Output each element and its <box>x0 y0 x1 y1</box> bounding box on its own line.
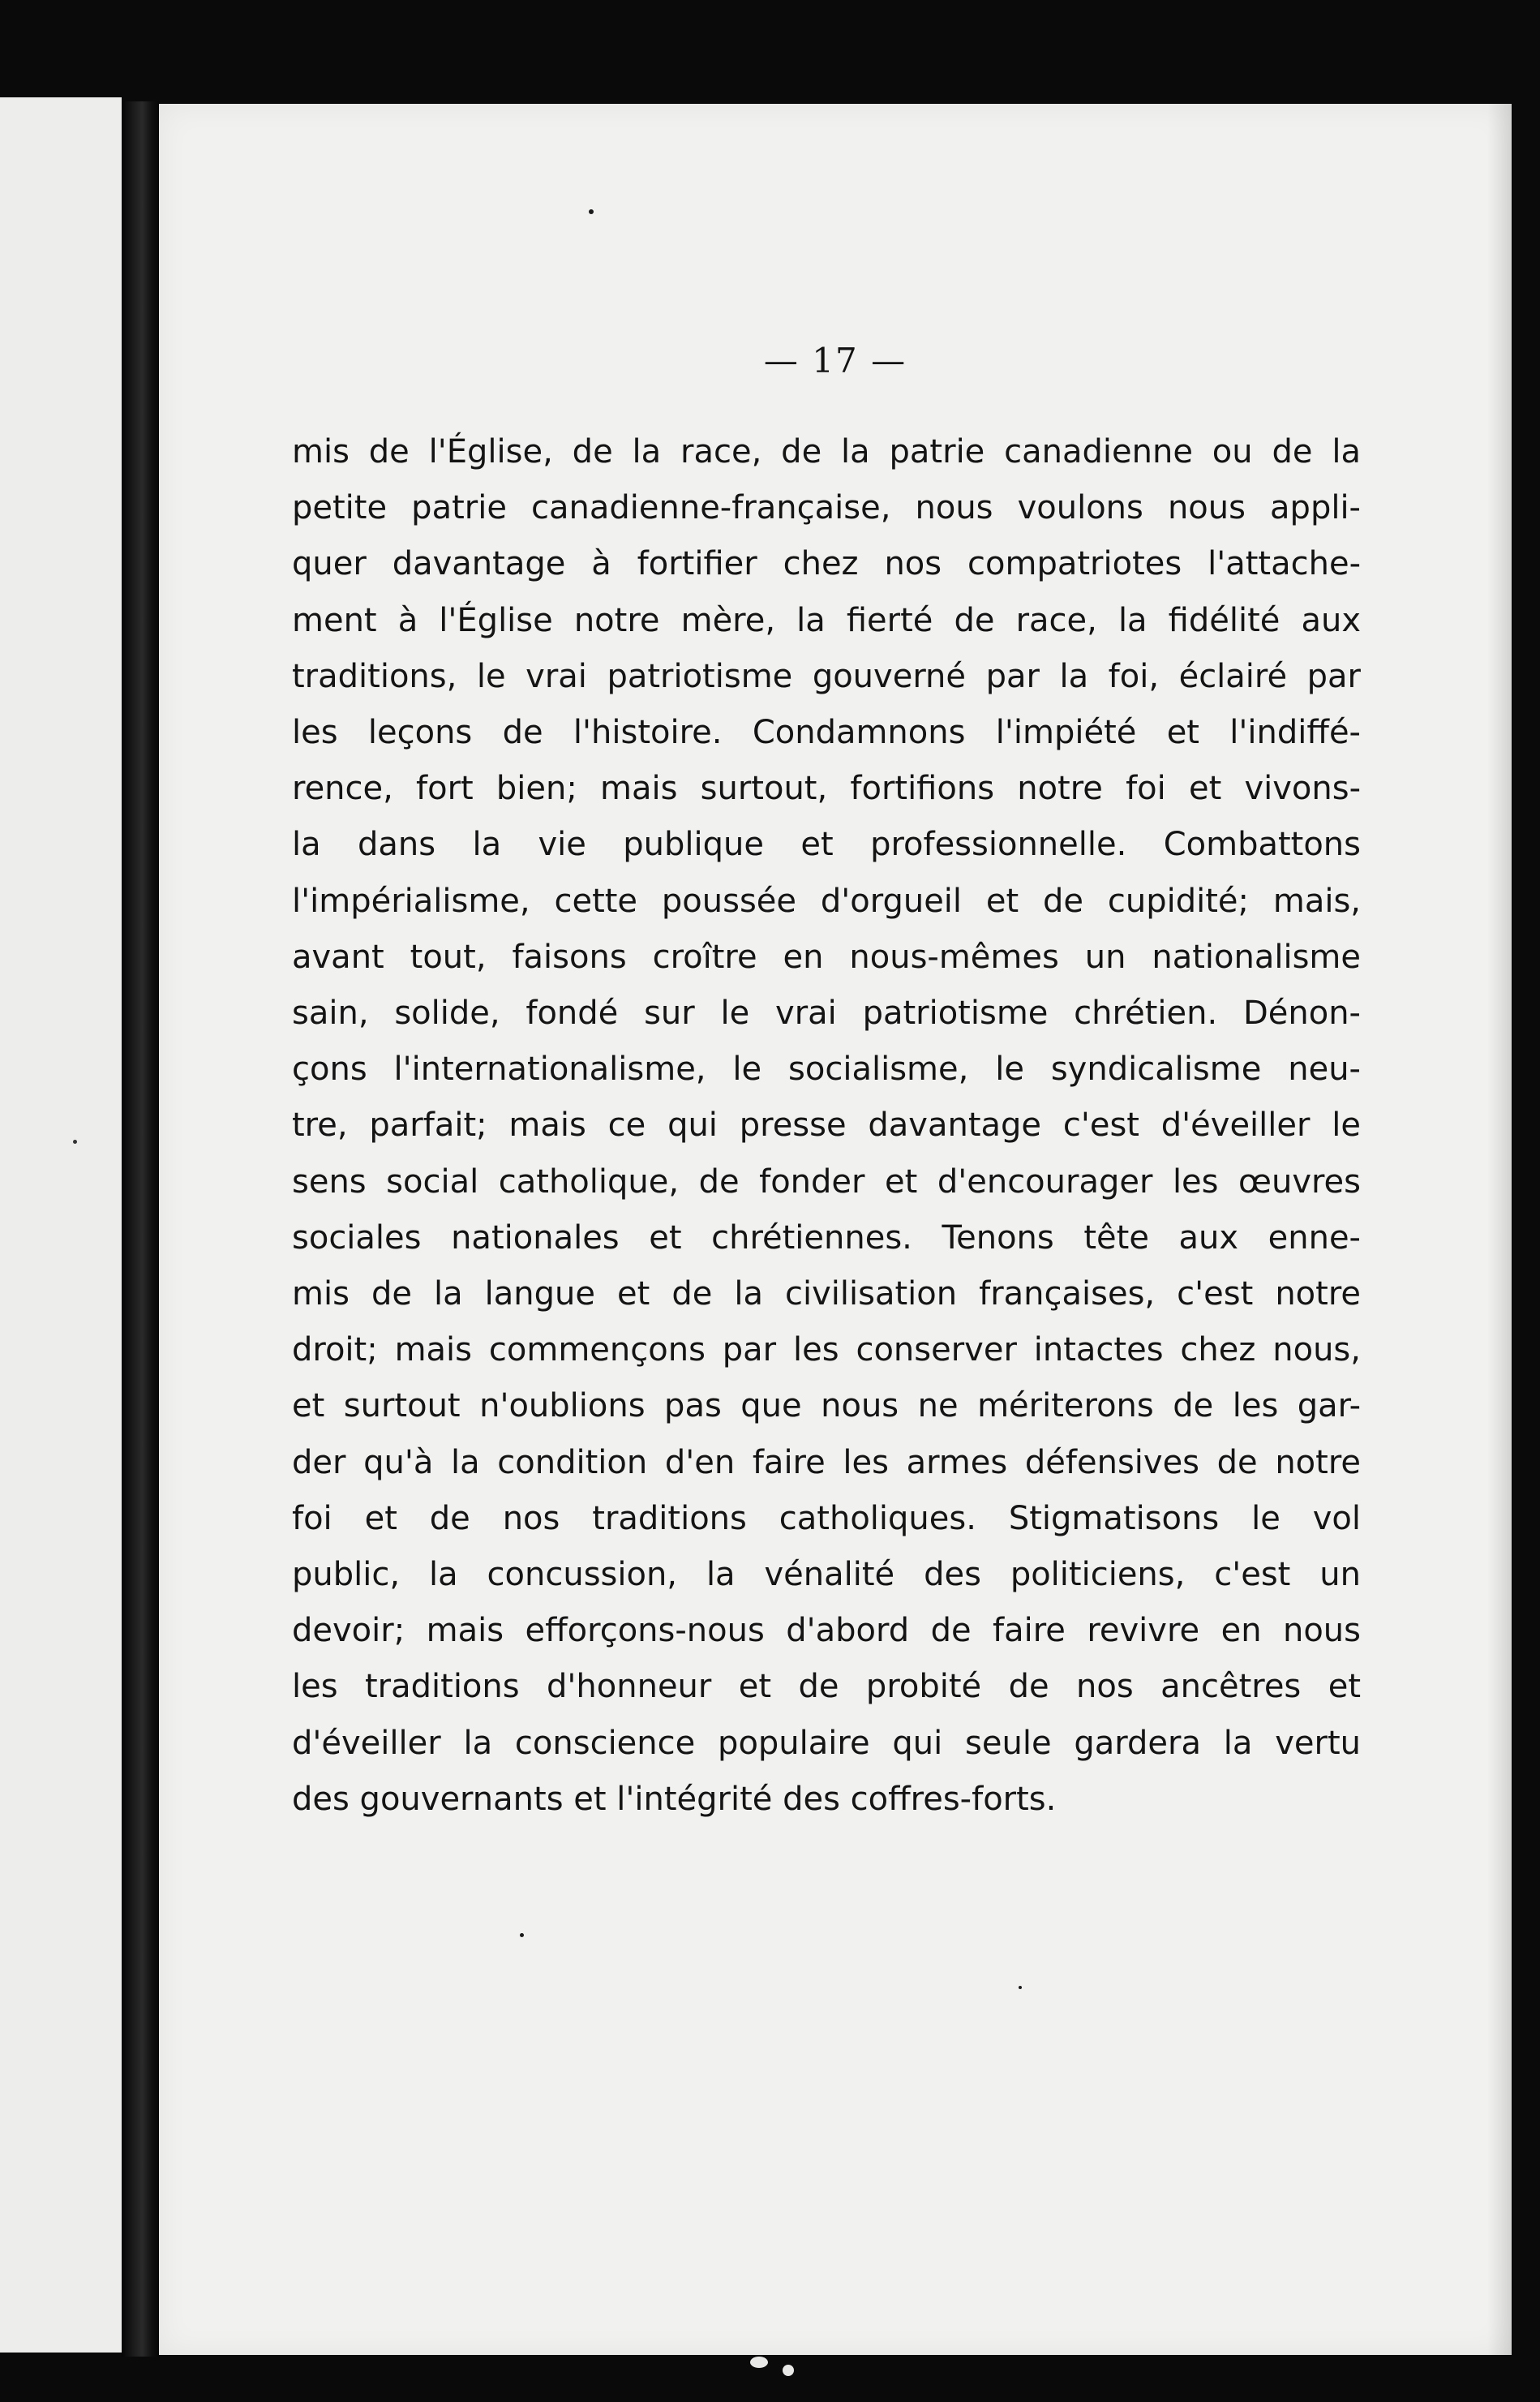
scan-speck <box>73 1140 77 1144</box>
scan-speck <box>750 2357 768 2368</box>
text-line: traditions, le vrai patriotisme gouverné par la foi, éclairé par <box>292 657 1361 695</box>
text-line: rence, fort bien; mais surtout, fortifions notre foi et vivons- <box>292 770 1361 808</box>
scan-speck <box>520 1933 524 1937</box>
text-line: les leçons de l'histoire. Condamnons l'impiété et l'indiffé- <box>292 714 1361 752</box>
text-line: tre, parfait; mais ce qui presse davantage c'est d'éveiller le <box>292 1106 1361 1145</box>
page-edge-shadow <box>1487 104 1512 2355</box>
scan-speck <box>783 2365 794 2376</box>
book-spine <box>122 101 159 2357</box>
text-line: et surtout n'oublions pas que nous ne mériterons de les gar- <box>292 1387 1361 1425</box>
scan-speck <box>1019 1986 1022 1989</box>
text-line: mis de l'Église, de la race, de la patrie canadienne ou de la <box>292 433 1361 471</box>
scan-speck <box>589 209 594 214</box>
text-line: la dans la vie publique et professionnelle. Combattons <box>292 826 1361 864</box>
text-line: avant tout, faisons croître en nous-mêmes un nationalisme <box>292 938 1361 976</box>
text-line: d'éveiller la conscience populaire qui seule gardera la vertu <box>292 1724 1361 1762</box>
text-line: public, la concussion, la vénalité des politiciens, c'est un <box>292 1556 1361 1594</box>
text-line: les traditions d'honneur et de probité de nos ancêtres et <box>292 1668 1361 1706</box>
text-line: çons l'internationalisme, le socialisme, le syndicalisme neu- <box>292 1051 1361 1089</box>
body-text <box>292 424 1361 1828</box>
text-line: l'impérialisme, cette poussée d'orgueil et de cupidité; mais, <box>292 882 1361 920</box>
text-line: petite patrie canadienne-française, nous voulons nous appli- <box>292 489 1361 527</box>
page-number: — 17 — <box>763 341 907 380</box>
text-line: quer davantage à fortifier chez nos compatriotes l'attache- <box>292 545 1361 583</box>
text-line: mis de la langue et de la civilisation françaises, c'est notre <box>292 1275 1361 1313</box>
text-line: devoir; mais efforçons-nous d'abord de faire revivre en nous <box>292 1612 1361 1650</box>
text-line: des gouvernants et l'intégrité des coffres-forts. <box>292 1780 1057 1818</box>
text-line: der qu'à la condition d'en faire les armes défensives de notre <box>292 1443 1361 1481</box>
text-line: sociales nationales et chrétiennes. Tenons tête aux enne- <box>292 1218 1361 1257</box>
text-line: sain, solide, fondé sur le vrai patriotisme chrétien. Dénon- <box>292 995 1361 1033</box>
text-line: droit; mais commençons par les conserver intactes chez nous, <box>292 1331 1361 1369</box>
text-line: sens social catholique, de fonder et d'encourager les œuvres <box>292 1162 1361 1201</box>
text-line: foi et de nos traditions catholiques. Stigmatisons le vol <box>292 1499 1361 1537</box>
page-sheet <box>159 104 1512 2355</box>
left-page-edge <box>0 97 122 2353</box>
text-line: ment à l'Église notre mère, la fierté de race, la fidélité aux <box>292 601 1361 639</box>
